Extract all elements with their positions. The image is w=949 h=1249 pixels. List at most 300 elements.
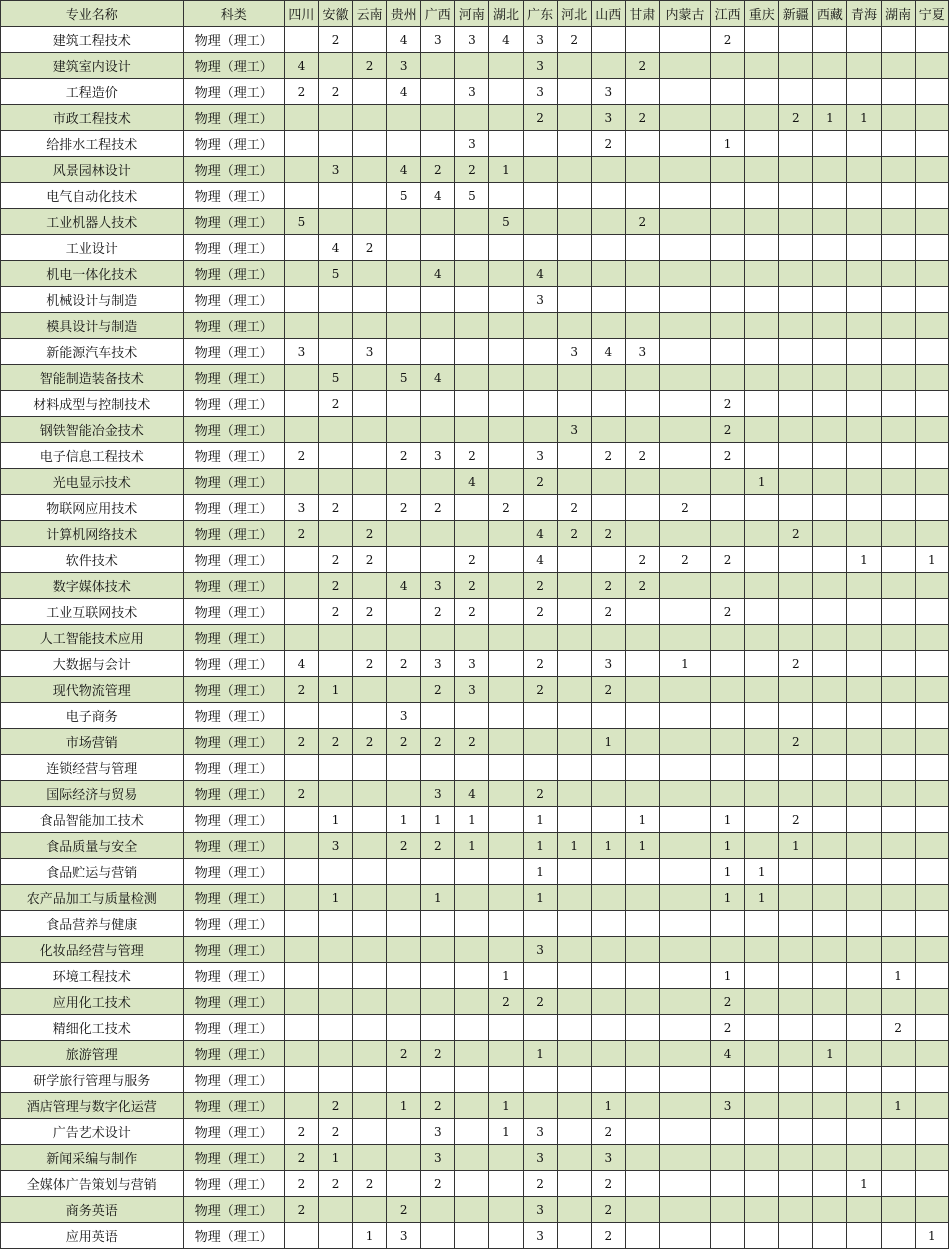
quota-cell (915, 755, 948, 781)
quota-cell (489, 417, 523, 443)
table-row (1, 365, 949, 391)
quota-cell (881, 625, 915, 651)
quota-cell (711, 1223, 745, 1249)
table-row (1, 105, 949, 131)
quota-cell (591, 287, 625, 313)
table-row (1, 235, 949, 261)
quota-cell: 2 (625, 53, 659, 79)
quota-cell (489, 1223, 523, 1249)
quota-cell (489, 287, 523, 313)
quota-cell: 2 (625, 573, 659, 599)
subject-category: 物理（理工） (183, 989, 284, 1015)
quota-cell (659, 521, 710, 547)
quota-cell (557, 131, 591, 157)
quota-cell (284, 1223, 318, 1249)
quota-cell (659, 625, 710, 651)
quota-cell: 2 (779, 729, 813, 755)
quota-cell (455, 1171, 489, 1197)
quota-cell (421, 469, 455, 495)
quota-cell: 2 (318, 391, 352, 417)
quota-cell (318, 651, 352, 677)
quota-cell (813, 365, 847, 391)
table-row (1, 1171, 949, 1197)
table-row (1, 287, 949, 313)
quota-cell: 2 (489, 989, 523, 1015)
quota-cell (659, 79, 710, 105)
quota-cell: 1 (847, 547, 881, 573)
quota-cell (523, 729, 557, 755)
quota-cell (557, 183, 591, 209)
quota-cell (847, 1067, 881, 1093)
quota-cell (353, 989, 387, 1015)
quota-cell (387, 885, 421, 911)
quota-cell (591, 937, 625, 963)
quota-cell (745, 209, 779, 235)
quota-cell (591, 365, 625, 391)
quota-cell: 2 (625, 547, 659, 573)
quota-cell (353, 261, 387, 287)
quota-cell (387, 1015, 421, 1041)
quota-cell (489, 1067, 523, 1093)
subject-category: 物理（理工） (183, 339, 284, 365)
table-row (1, 1067, 949, 1093)
quota-cell (711, 261, 745, 287)
quota-cell: 2 (523, 781, 557, 807)
quota-cell (523, 391, 557, 417)
quota-cell: 1 (881, 1093, 915, 1119)
quota-cell (625, 599, 659, 625)
quota-cell (779, 209, 813, 235)
quota-cell (659, 469, 710, 495)
table-row (1, 651, 949, 677)
quota-cell (711, 1067, 745, 1093)
quota-cell (557, 1067, 591, 1093)
quota-cell (915, 391, 948, 417)
quota-cell (421, 339, 455, 365)
quota-cell (353, 1067, 387, 1093)
quota-cell (915, 469, 948, 495)
quota-cell (847, 651, 881, 677)
quota-cell: 3 (455, 79, 489, 105)
quota-cell (591, 963, 625, 989)
subject-category: 物理（理工） (183, 287, 284, 313)
table-row (1, 729, 949, 755)
quota-cell: 2 (455, 157, 489, 183)
quota-cell (318, 1197, 352, 1223)
quota-cell (387, 287, 421, 313)
quota-cell: 2 (284, 1119, 318, 1145)
quota-cell (745, 495, 779, 521)
quota-cell: 1 (711, 885, 745, 911)
quota-cell: 1 (557, 833, 591, 859)
quota-cell (813, 339, 847, 365)
quota-cell: 1 (881, 963, 915, 989)
quota-cell (813, 1197, 847, 1223)
quota-cell: 3 (387, 1223, 421, 1249)
quota-cell: 2 (711, 1015, 745, 1041)
quota-cell (489, 651, 523, 677)
quota-cell (915, 625, 948, 651)
quota-cell (847, 703, 881, 729)
quota-cell: 2 (557, 521, 591, 547)
quota-cell (915, 157, 948, 183)
quota-cell (455, 209, 489, 235)
quota-cell (284, 105, 318, 131)
quota-cell (557, 1015, 591, 1041)
quota-cell (779, 885, 813, 911)
subject-category: 物理（理工） (183, 651, 284, 677)
quota-cell (318, 313, 352, 339)
quota-cell (523, 235, 557, 261)
quota-cell: 4 (455, 781, 489, 807)
quota-cell (881, 339, 915, 365)
quota-cell (353, 27, 387, 53)
table-row (1, 1093, 949, 1119)
major-name: 智能制造装备技术 (1, 365, 184, 391)
subject-category: 物理（理工） (183, 313, 284, 339)
quota-cell: 2 (284, 729, 318, 755)
quota-cell (387, 755, 421, 781)
quota-cell: 3 (591, 651, 625, 677)
quota-cell (881, 417, 915, 443)
quota-cell (659, 1223, 710, 1249)
quota-cell (591, 391, 625, 417)
quota-cell: 2 (421, 495, 455, 521)
quota-cell (557, 469, 591, 495)
quota-cell (591, 53, 625, 79)
quota-cell (625, 937, 659, 963)
quota-cell (489, 547, 523, 573)
subject-category: 物理（理工） (183, 547, 284, 573)
table-row (1, 469, 949, 495)
major-name: 化妆品经营与管理 (1, 937, 184, 963)
quota-cell (779, 261, 813, 287)
quota-cell (591, 27, 625, 53)
quota-cell (813, 781, 847, 807)
quota-cell: 1 (353, 1223, 387, 1249)
quota-cell (847, 729, 881, 755)
quota-cell (711, 703, 745, 729)
quota-cell: 4 (387, 573, 421, 599)
quota-cell: 3 (421, 651, 455, 677)
quota-cell (745, 1119, 779, 1145)
quota-cell (779, 989, 813, 1015)
quota-cell (745, 1067, 779, 1093)
quota-cell: 2 (318, 27, 352, 53)
quota-cell (421, 521, 455, 547)
major-name: 电气自动化技术 (1, 183, 184, 209)
quota-cell (659, 1093, 710, 1119)
quota-cell (318, 859, 352, 885)
quota-cell (847, 365, 881, 391)
quota-cell: 2 (284, 521, 318, 547)
quota-cell: 4 (455, 469, 489, 495)
quota-cell (881, 365, 915, 391)
header-subject: 科类 (183, 1, 284, 27)
quota-cell (387, 547, 421, 573)
quota-cell: 2 (318, 547, 352, 573)
quota-cell (455, 963, 489, 989)
quota-cell (625, 495, 659, 521)
quota-cell: 2 (711, 417, 745, 443)
quota-cell (711, 521, 745, 547)
quota-cell (847, 1119, 881, 1145)
quota-cell (813, 1067, 847, 1093)
quota-cell (318, 209, 352, 235)
quota-cell (813, 235, 847, 261)
subject-category: 物理（理工） (183, 1171, 284, 1197)
quota-cell (523, 625, 557, 651)
quota-cell (523, 339, 557, 365)
quota-cell (421, 547, 455, 573)
quota-cell: 2 (284, 443, 318, 469)
quota-cell (745, 1015, 779, 1041)
quota-cell (591, 209, 625, 235)
quota-cell (318, 339, 352, 365)
quota-cell: 2 (523, 573, 557, 599)
quota-cell: 1 (455, 807, 489, 833)
quota-cell (659, 157, 710, 183)
quota-cell (847, 1145, 881, 1171)
quota-cell (421, 131, 455, 157)
quota-cell (779, 1197, 813, 1223)
quota-cell: 2 (881, 1015, 915, 1041)
subject-category: 物理（理工） (183, 807, 284, 833)
quota-cell (813, 443, 847, 469)
quota-cell (847, 27, 881, 53)
quota-cell (881, 261, 915, 287)
quota-cell (659, 1171, 710, 1197)
quota-cell (779, 1145, 813, 1171)
quota-cell: 2 (353, 729, 387, 755)
quota-cell (745, 547, 779, 573)
quota-cell (353, 677, 387, 703)
header-province: 贵州 (387, 1, 421, 27)
subject-category: 物理（理工） (183, 833, 284, 859)
quota-cell: 2 (353, 1171, 387, 1197)
quota-cell: 2 (659, 495, 710, 521)
quota-cell (421, 911, 455, 937)
quota-cell: 3 (284, 495, 318, 521)
quota-cell (318, 287, 352, 313)
quota-cell: 3 (455, 131, 489, 157)
quota-cell (881, 937, 915, 963)
quota-cell (625, 1041, 659, 1067)
major-name: 钢铁智能冶金技术 (1, 417, 184, 443)
quota-cell (523, 1015, 557, 1041)
quota-cell: 1 (318, 885, 352, 911)
header-province: 内蒙古 (659, 1, 710, 27)
quota-cell: 2 (421, 729, 455, 755)
quota-cell (745, 729, 779, 755)
quota-cell (421, 53, 455, 79)
quota-cell (745, 417, 779, 443)
quota-cell: 1 (847, 105, 881, 131)
header-province: 宁夏 (915, 1, 948, 27)
quota-cell (847, 53, 881, 79)
major-name: 机械设计与制造 (1, 287, 184, 313)
quota-cell (659, 27, 710, 53)
quota-cell (847, 131, 881, 157)
quota-cell (489, 53, 523, 79)
quota-cell: 2 (711, 391, 745, 417)
quota-cell (489, 885, 523, 911)
quota-cell (421, 235, 455, 261)
table-row (1, 703, 949, 729)
quota-cell (591, 157, 625, 183)
quota-cell (779, 417, 813, 443)
quota-cell (745, 27, 779, 53)
quota-cell: 4 (318, 235, 352, 261)
quota-cell (591, 625, 625, 651)
quota-cell (711, 781, 745, 807)
quota-cell (745, 287, 779, 313)
quota-cell: 2 (421, 599, 455, 625)
quota-cell (847, 677, 881, 703)
quota-cell (915, 209, 948, 235)
quota-cell (881, 287, 915, 313)
quota-cell (591, 859, 625, 885)
major-name: 酒店管理与数字化运营 (1, 1093, 184, 1119)
quota-cell (421, 963, 455, 989)
header-province: 山西 (591, 1, 625, 27)
quota-cell (813, 469, 847, 495)
quota-cell: 1 (847, 1171, 881, 1197)
quota-cell (779, 27, 813, 53)
table-row (1, 989, 949, 1015)
quota-cell (659, 1015, 710, 1041)
quota-cell: 1 (813, 105, 847, 131)
quota-cell (881, 53, 915, 79)
quota-cell: 4 (711, 1041, 745, 1067)
quota-cell (881, 469, 915, 495)
quota-cell: 3 (318, 833, 352, 859)
quota-cell (847, 287, 881, 313)
quota-cell: 3 (523, 1145, 557, 1171)
quota-cell (711, 53, 745, 79)
quota-cell (557, 1093, 591, 1119)
quota-cell (915, 1067, 948, 1093)
quota-cell (318, 443, 352, 469)
quota-cell (915, 1015, 948, 1041)
quota-cell: 2 (387, 729, 421, 755)
quota-cell (779, 1223, 813, 1249)
quota-cell: 3 (284, 339, 318, 365)
quota-cell (557, 677, 591, 703)
quota-cell (881, 1119, 915, 1145)
quota-cell (915, 495, 948, 521)
quota-cell: 2 (523, 1171, 557, 1197)
quota-cell (659, 443, 710, 469)
table-row (1, 1015, 949, 1041)
subject-category: 物理（理工） (183, 27, 284, 53)
quota-cell (659, 53, 710, 79)
quota-cell (745, 53, 779, 79)
quota-cell (847, 417, 881, 443)
quota-cell (847, 625, 881, 651)
quota-cell (881, 209, 915, 235)
subject-category: 物理（理工） (183, 1145, 284, 1171)
subject-category: 物理（理工） (183, 131, 284, 157)
header-row (1, 1, 949, 27)
quota-cell: 4 (523, 261, 557, 287)
quota-cell (318, 1041, 352, 1067)
quota-cell: 2 (318, 573, 352, 599)
quota-cell: 3 (591, 79, 625, 105)
quota-cell (353, 417, 387, 443)
major-name: 市政工程技术 (1, 105, 184, 131)
quota-cell (711, 235, 745, 261)
header-province: 青海 (847, 1, 881, 27)
quota-cell (779, 495, 813, 521)
table-row (1, 313, 949, 339)
quota-cell (455, 1015, 489, 1041)
quota-cell (284, 833, 318, 859)
quota-cell: 2 (711, 989, 745, 1015)
quota-cell (455, 1041, 489, 1067)
quota-cell (847, 521, 881, 547)
quota-cell: 3 (318, 157, 352, 183)
quota-cell: 4 (421, 365, 455, 391)
subject-category: 物理（理工） (183, 417, 284, 443)
quota-cell (779, 1171, 813, 1197)
quota-cell (813, 833, 847, 859)
quota-cell (489, 911, 523, 937)
quota-cell: 1 (523, 859, 557, 885)
quota-cell (557, 209, 591, 235)
quota-cell (625, 157, 659, 183)
quota-cell: 1 (421, 885, 455, 911)
subject-category: 物理（理工） (183, 911, 284, 937)
quota-cell: 2 (284, 1197, 318, 1223)
quota-cell (881, 131, 915, 157)
quota-cell: 2 (353, 547, 387, 573)
quota-cell (353, 963, 387, 989)
quota-cell (284, 885, 318, 911)
major-name: 食品营养与健康 (1, 911, 184, 937)
major-name: 材料成型与控制技术 (1, 391, 184, 417)
header-province: 新疆 (779, 1, 813, 27)
quota-cell (557, 235, 591, 261)
quota-cell (318, 131, 352, 157)
quota-cell (881, 755, 915, 781)
quota-cell (779, 755, 813, 781)
quota-cell (625, 261, 659, 287)
quota-cell (284, 989, 318, 1015)
quota-cell (489, 235, 523, 261)
quota-cell: 2 (625, 105, 659, 131)
quota-cell: 2 (421, 1171, 455, 1197)
quota-cell (625, 287, 659, 313)
quota-cell: 4 (387, 157, 421, 183)
quota-cell (387, 391, 421, 417)
table-row (1, 1145, 949, 1171)
quota-cell (813, 937, 847, 963)
quota-cell: 5 (284, 209, 318, 235)
quota-cell (659, 911, 710, 937)
quota-cell: 3 (421, 573, 455, 599)
quota-cell: 1 (387, 1093, 421, 1119)
quota-cell (745, 79, 779, 105)
table-body (1, 27, 949, 1249)
quota-cell (557, 1041, 591, 1067)
quota-cell (387, 1067, 421, 1093)
quota-cell (625, 417, 659, 443)
quota-cell (847, 807, 881, 833)
quota-cell (557, 1197, 591, 1223)
quota-cell (881, 573, 915, 599)
quota-cell (659, 391, 710, 417)
